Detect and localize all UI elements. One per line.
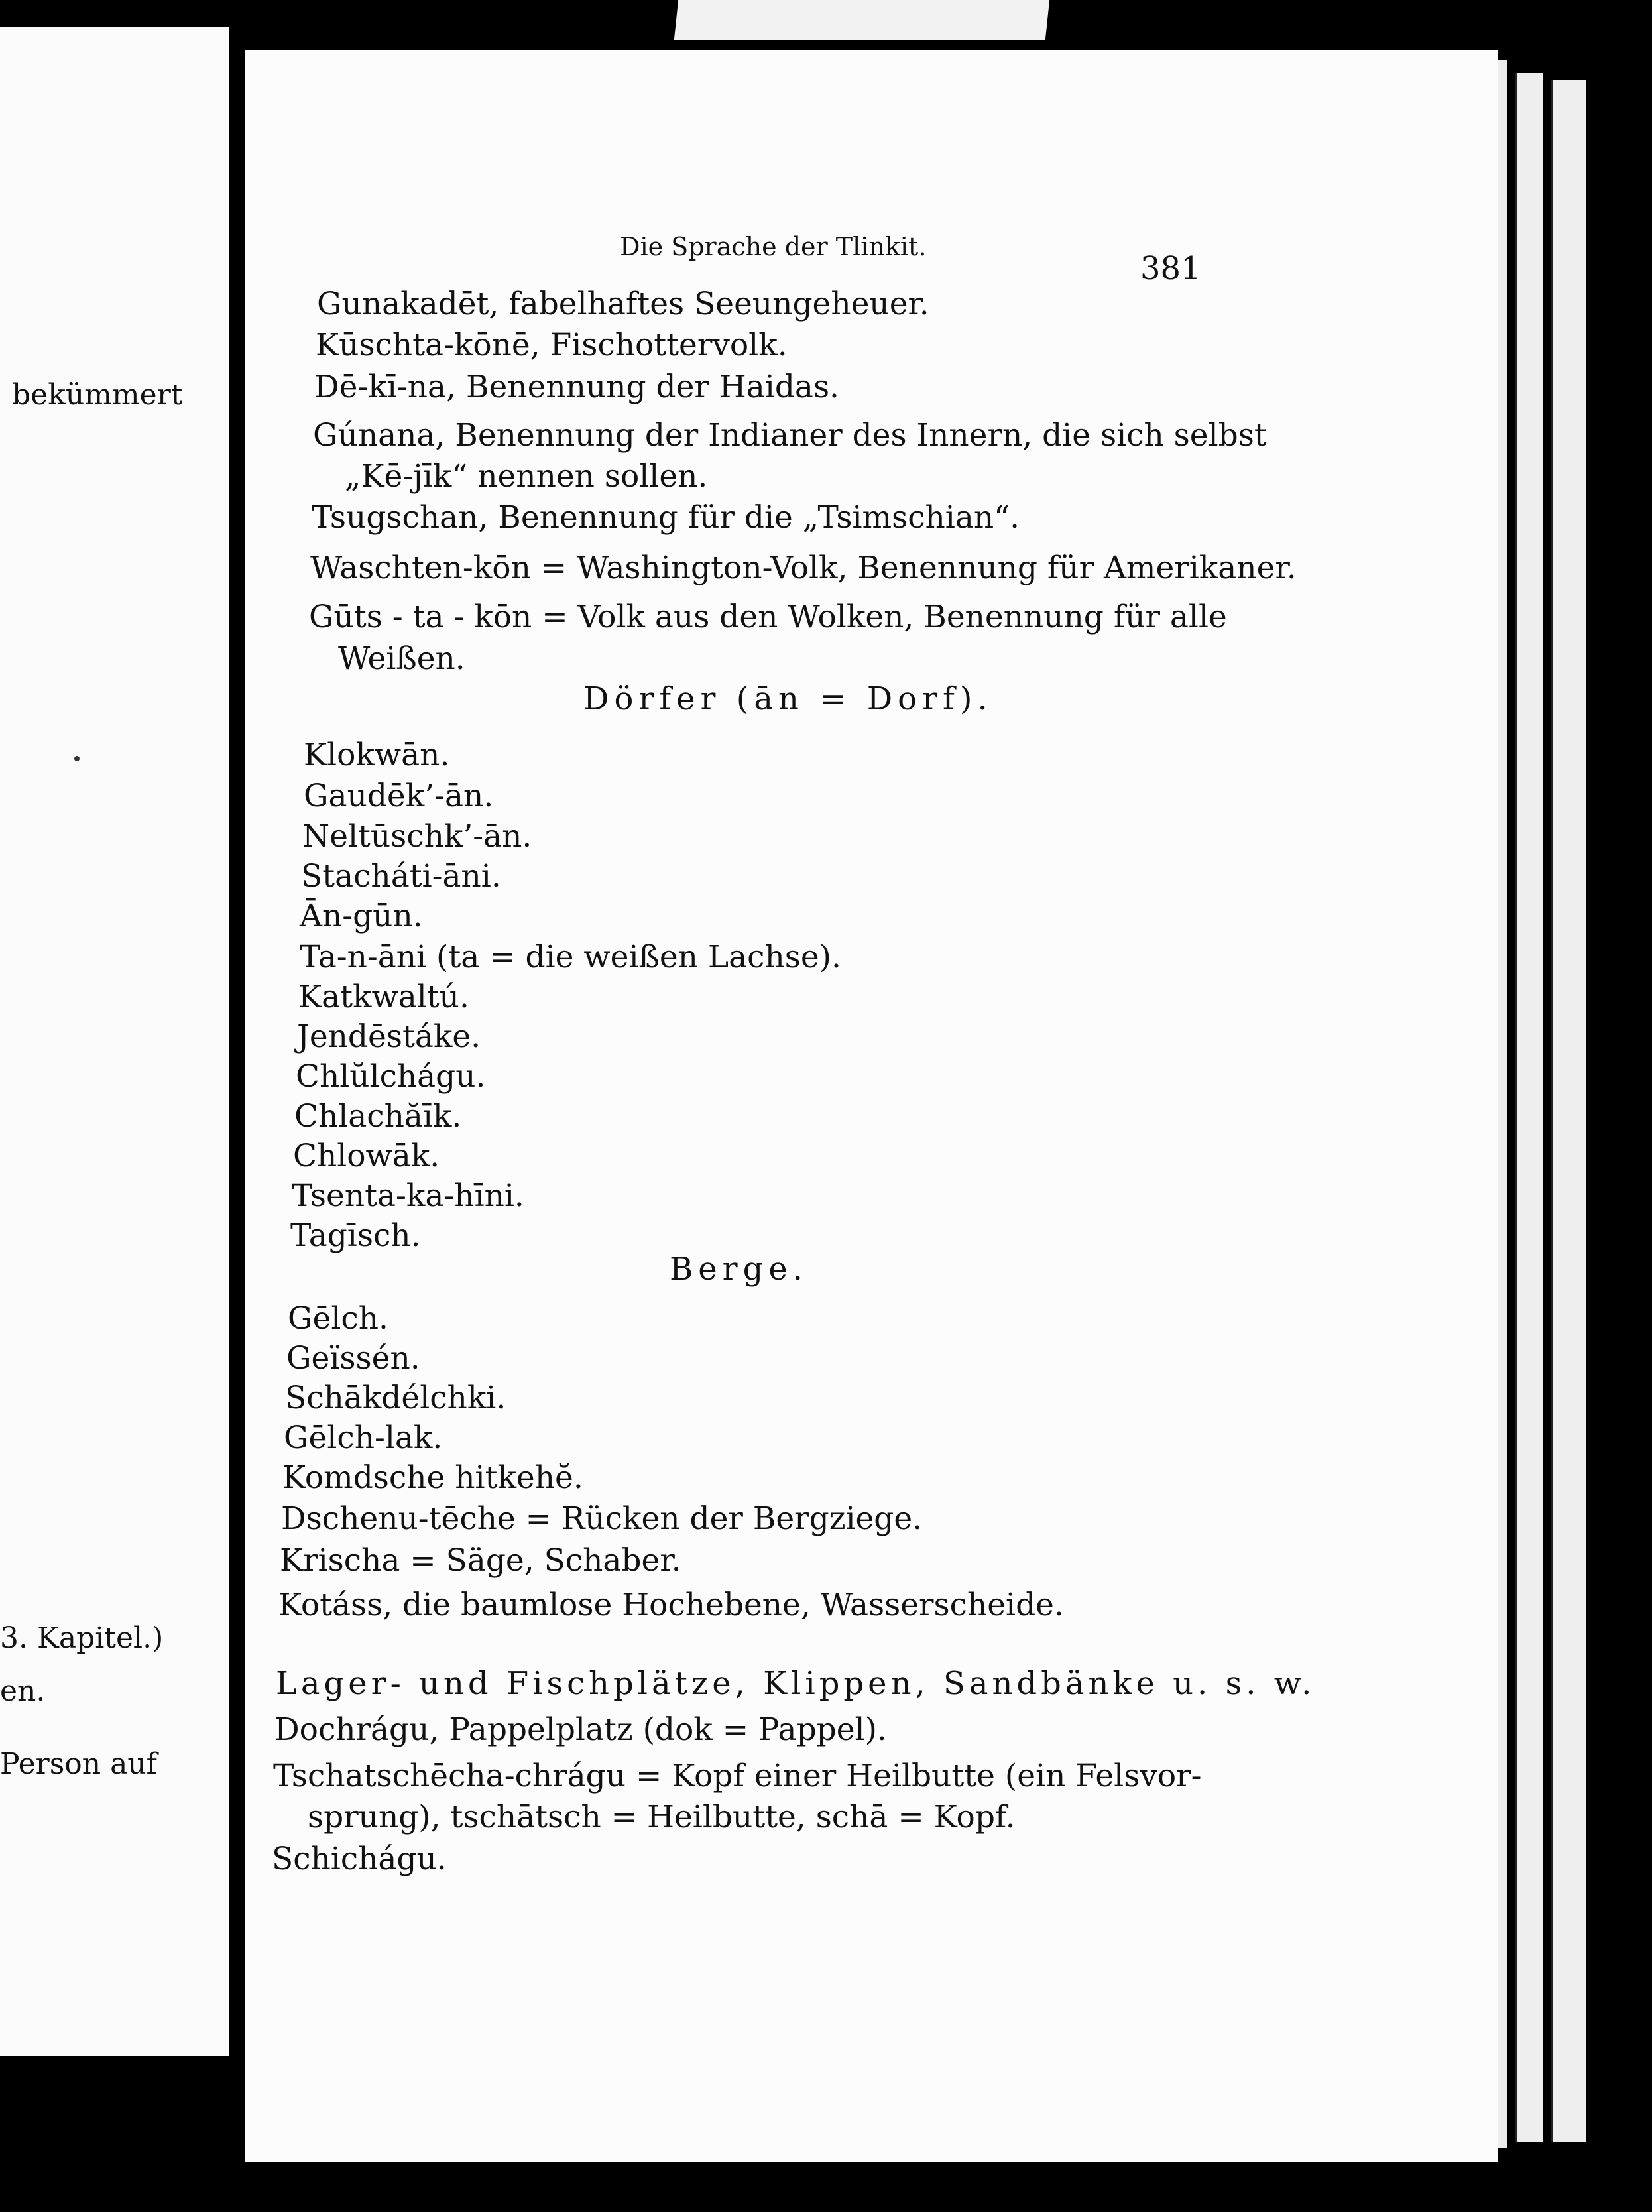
page-number: 381 (1140, 250, 1201, 287)
left-page-line: bekümmert (12, 378, 183, 412)
section-heading-villages: Dörfer (ān = Dorf). (583, 680, 993, 717)
list-item: Chlŭlchágu. (296, 1058, 486, 1095)
list-item: Geïssén. (286, 1340, 420, 1377)
list-item: Stacháti-āni. (301, 858, 501, 894)
list-item: Katkwaltú. (298, 979, 469, 1015)
left-page-line: en. (0, 1674, 46, 1708)
running-head: Die Sprache der Tlinkit. (620, 232, 927, 261)
left-page-line: Person auf (0, 1747, 157, 1781)
list-item: Gēlch. (288, 1300, 388, 1337)
list-item: Ta-n-āni (ta = die weißen Lachse). (300, 939, 841, 975)
list-item: Tsenta-ka-hīni. (292, 1178, 524, 1214)
list-item: Kotáss, die baumlose Hochebene, Wasserscheide. (278, 1587, 1064, 1623)
torn-paper-strip (674, 0, 1049, 40)
list-item: Jendēstáke. (297, 1018, 481, 1055)
section-heading-mountains: Berge. (670, 1251, 809, 1288)
list-item: Ān-gūn. (300, 898, 423, 934)
list-item: Krischa = Säge, Schaber. (280, 1542, 681, 1579)
list-item: Gēlch-lak. (284, 1420, 443, 1456)
page-edge (1551, 80, 1586, 2142)
entry-line: Gúnana, Benennung der Indianer des Innern, die sich selbst (313, 417, 1267, 454)
book-page (245, 50, 1498, 2162)
entry-line: Gunakadēt, fabelhaftes Seeungeheuer. (317, 286, 929, 322)
page-edge (1515, 73, 1543, 2142)
entry-line: Dē-kī-na, Benennung der Haidas. (314, 369, 840, 405)
list-item: Komdsche hitkehĕ. (282, 1459, 583, 1496)
list-item: Gaudēk’-ān. (304, 778, 494, 814)
list-item: Tschatschēcha-chrágu = Kopf einer Heilbutte (ein Felsvor- (273, 1758, 1202, 1794)
entry-line: Tsugschan, Benennung für die „Tsimschian“. (312, 499, 1020, 536)
list-item: Schākdélchki. (285, 1380, 506, 1416)
list-item: Neltūschk’-ān. (302, 818, 532, 855)
list-item: Chlowāk. (293, 1138, 440, 1174)
list-item: Dochrágu, Pappelplatz (dok = Pappel). (274, 1711, 887, 1748)
entry-line: Waschten-kōn = Washington-Volk, Benennung für Amerikaner. (310, 550, 1297, 586)
section-heading-places: Lager- und Fischplätze, Klippen, Sandbänke u. s. w. (276, 1665, 1316, 1702)
entry-line: Kūschta-kōnē, Fischottervolk. (316, 327, 788, 363)
list-item: Klokwān. (304, 737, 450, 773)
left-page-line: 3. Kapitel.) (0, 1621, 164, 1655)
entry-line: Gūts - ta - kōn = Volk aus den Wolken, Benennung für alle (309, 599, 1227, 635)
left-page-speck (74, 756, 80, 761)
list-item: Schichágu. (272, 1841, 447, 1877)
left-page-fragment (0, 27, 229, 2056)
entry-line: „Kē-jīk“ nennen sollen. (345, 458, 708, 495)
list-item: Dschenu-tēche = Rücken der Bergziege. (281, 1501, 923, 1537)
list-item: Tagīsch. (290, 1217, 421, 1254)
list-item: sprung), tschātsch = Heilbutte, schā = Kopf. (308, 1799, 1016, 1835)
list-item: Chlachăīk. (294, 1098, 462, 1135)
entry-line: Weißen. (338, 641, 465, 677)
